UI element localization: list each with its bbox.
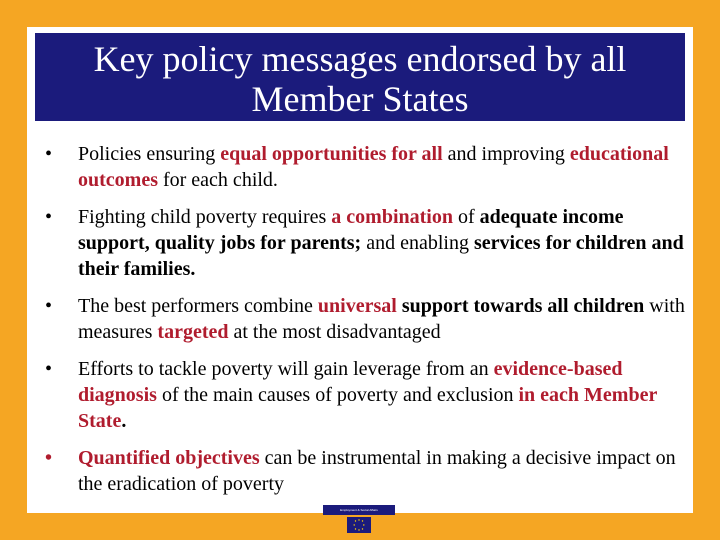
eu-flag-icon — [347, 517, 371, 533]
title-line-1: Key policy messages endorsed by all — [93, 39, 627, 79]
bullet-bold: support towards all children — [396, 295, 645, 317]
bullet-item — [45, 204, 685, 282]
bullet-symbol: • — [45, 447, 53, 469]
title-bar — [35, 33, 685, 121]
bullet-bold: adequate income support, quality jobs for parents; — [78, 206, 624, 254]
bullet-highlight: universal — [317, 295, 397, 317]
slide — [27, 27, 693, 513]
bullet-symbol: • — [45, 358, 53, 380]
bullet-symbol: • — [45, 295, 53, 317]
bullet-symbol: • — [45, 206, 53, 228]
bullet-item — [45, 293, 685, 345]
bullet-text: with measures — [78, 295, 685, 343]
bullet-text: . — [121, 410, 127, 432]
bullet-text: and enabling — [361, 232, 474, 254]
bullet-item — [45, 445, 685, 497]
bullet-highlight: Quantified objectives — [78, 447, 260, 469]
bullet-text: of — [452, 206, 480, 228]
bullet-text: and improving — [442, 143, 570, 165]
bullet-symbol: • — [45, 143, 53, 165]
bullet-text: Policies ensuring — [78, 143, 221, 165]
bullet-text: can be instrumental in making a decisive impact on the eradication of poverty — [78, 447, 676, 495]
bullet-highlight: in each Member State — [78, 384, 657, 432]
bullet-text: of the main causes of poverty and exclusion — [156, 384, 519, 406]
footer-label: Employment & Social Affairs — [323, 505, 395, 515]
bullet-bold: services for children and their families. — [78, 232, 684, 280]
bullet-highlight: equal opportunities for all — [220, 143, 443, 165]
bullet-text: Fighting child poverty requires — [78, 206, 332, 228]
bullet-highlight: evidence-based diagnosis — [78, 358, 623, 406]
bullet-list — [45, 141, 685, 508]
bullet-text: for each child. — [157, 169, 278, 191]
slide-title — [35, 33, 685, 119]
bullet-text: Efforts to tackle poverty will gain leverage from an — [78, 358, 494, 380]
title-line-2: Member States — [251, 79, 469, 119]
bullet-item — [45, 141, 685, 193]
bullet-text: The best performers combine — [78, 295, 318, 317]
bullet-text: at the most disadvantaged — [228, 321, 441, 343]
bullet-item — [45, 356, 685, 434]
bullet-highlight: educational outcomes — [78, 143, 669, 191]
bullet-highlight: a combination — [331, 206, 453, 228]
bullet-highlight: targeted — [157, 321, 229, 343]
